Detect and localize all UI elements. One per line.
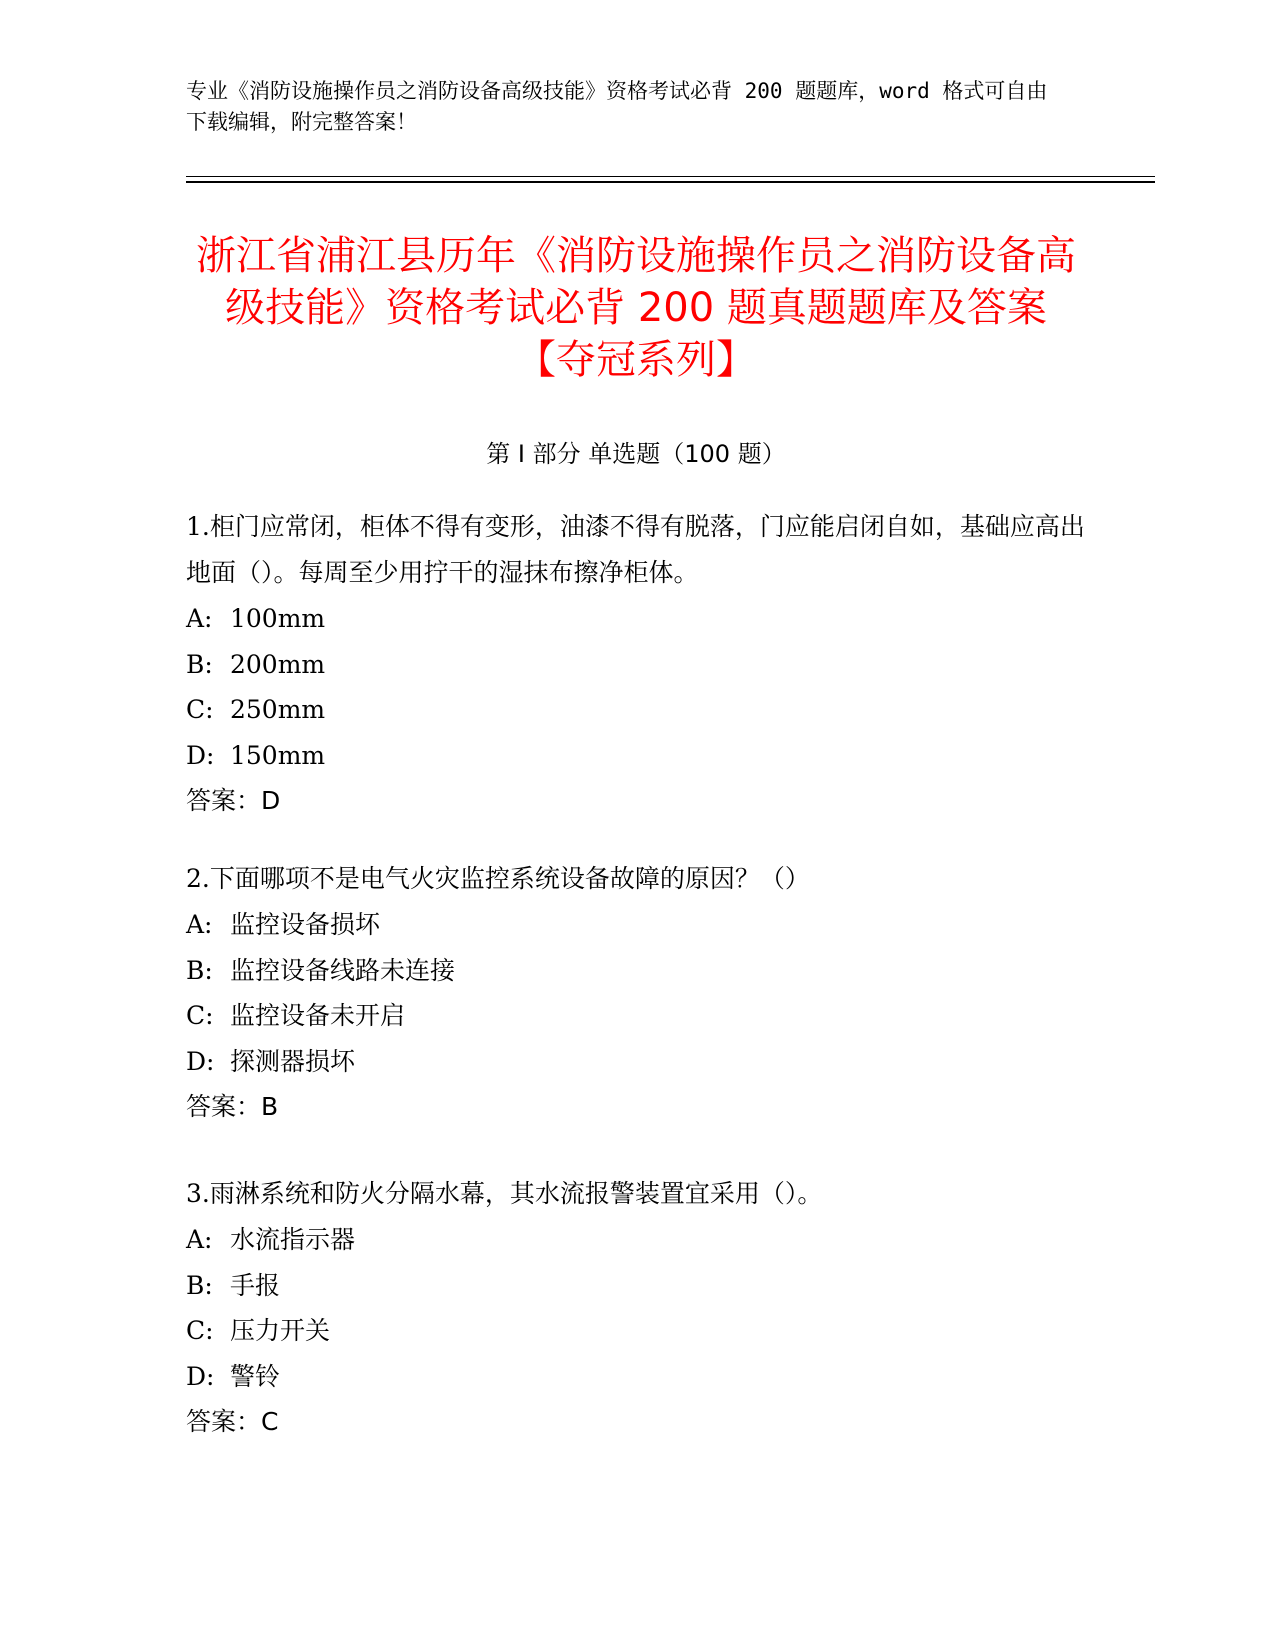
question-stem: 2.下面哪项不是电气火灾监控系统设备故障的原因？（）	[186, 864, 810, 893]
option-c	[186, 993, 1086, 1039]
option-c	[186, 1308, 1086, 1354]
option-a	[186, 596, 1086, 642]
option-b	[186, 642, 1086, 688]
option-text: 水流指示器	[230, 1225, 356, 1254]
option-letter: A:	[186, 910, 213, 939]
header-divider-thick	[186, 181, 1155, 183]
question-1	[186, 504, 1086, 824]
option-text: 监控设备未开启	[230, 1001, 406, 1030]
option-letter: D:	[186, 1361, 215, 1391]
option-letter: B:	[186, 1270, 213, 1300]
header-divider-thin	[186, 176, 1155, 177]
option-letter: A:	[186, 1225, 213, 1254]
option-d	[186, 733, 1086, 779]
section-heading: 第 I 部分 单选题（100 题）	[486, 440, 786, 468]
option-a	[186, 902, 1086, 948]
option-text: 250mm	[230, 695, 326, 724]
option-text: 150mm	[230, 740, 326, 770]
document-title: 浙江省浦江县历年《消防设施操作员之消防设备高级技能》资格考试必背 200 题真题题库及答案【夺冠系列】	[196, 233, 1076, 383]
option-b	[186, 948, 1086, 994]
option-text: 警铃	[230, 1361, 281, 1391]
option-b	[186, 1263, 1086, 1309]
option-letter: D:	[186, 1046, 215, 1076]
document-intro: 专业《消防设施操作员之消防设备高级技能》资格考试必背 200 题题库，word 格式可自由下载编辑，附完整答案！	[186, 79, 1048, 134]
option-d	[186, 1039, 1086, 1085]
question-2	[186, 856, 1086, 1130]
option-text: 监控设备损坏	[230, 910, 381, 939]
option-text: 100mm	[230, 604, 326, 633]
question-3	[186, 1171, 1086, 1445]
option-text: 压力开关	[230, 1316, 331, 1345]
option-letter: B:	[186, 955, 213, 985]
option-letter: C:	[186, 695, 214, 724]
option-d	[186, 1354, 1086, 1400]
question-stem: 1.柜门应常闭，柜体不得有变形，油漆不得有脱落，门应能启闭自如，基础应高出地面（）。每周至少用拧干的湿抹布擦净柜体。	[186, 512, 1085, 587]
option-letter: A:	[186, 604, 213, 633]
option-letter: C:	[186, 1001, 214, 1030]
option-a	[186, 1217, 1086, 1263]
option-text: 探测器损坏	[230, 1046, 356, 1076]
option-c	[186, 687, 1086, 733]
answer: 答案：D	[186, 786, 281, 815]
answer: 答案：B	[186, 1092, 279, 1121]
option-letter: D:	[186, 740, 215, 770]
option-text: 监控设备线路未连接	[230, 955, 456, 985]
option-letter: C:	[186, 1316, 214, 1345]
answer: 答案：C	[186, 1407, 279, 1436]
option-letter: B:	[186, 649, 213, 679]
option-text: 200mm	[230, 649, 326, 679]
option-text: 手报	[230, 1270, 281, 1300]
question-stem: 3.雨淋系统和防火分隔水幕，其水流报警装置宜采用（）。	[186, 1179, 823, 1208]
